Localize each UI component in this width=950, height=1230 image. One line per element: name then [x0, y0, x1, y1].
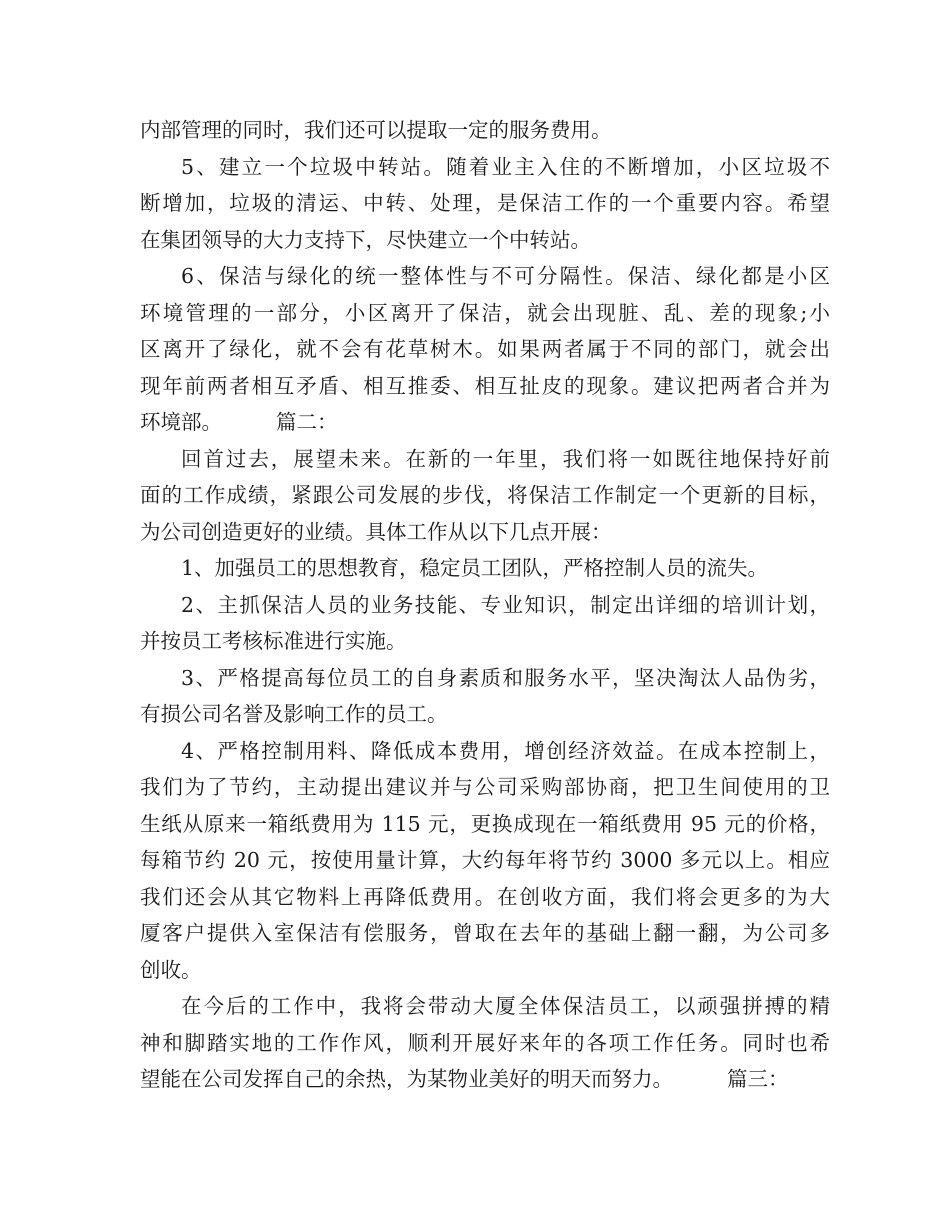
text-line: 回首过去，展望未来。在新的一年里，我们将一如既往地保持好前: [181, 446, 830, 471]
paragraph-6: [140, 587, 830, 660]
text-line: 创收。: [140, 957, 202, 982]
text-line: 面的工作成绩，紧跟公司发展的步伐，将保洁工作制定一个更新的目标，: [140, 483, 830, 507]
text-line: 厦客户提供入室保洁有偿服务，曾取在去年的基础上翻一翻，为公司多: [140, 921, 830, 945]
text-line: 内部管理的同时，我们还可以提取一定的服务费用。: [140, 118, 612, 142]
text-line: 4、严格控制用料、降低成本费用，增创经济效益。在成本控制上，: [181, 738, 830, 763]
paragraph-5: [140, 550, 830, 587]
paragraph-9: [140, 988, 830, 1098]
paragraph-8: [140, 733, 830, 989]
text-line: 现年前两者相互矛盾、相互推委、相互扯皮的现象。建议把两者合并为: [140, 373, 830, 398]
paragraph-2: [140, 149, 830, 259]
text-line: 1、加强员工的思想教育，稳定员工团队，严格控制人员的流失。: [181, 556, 769, 580]
paragraph-4: [140, 441, 830, 551]
section-heading-2: 篇二：: [276, 410, 338, 434]
text-line: 在集团领导的大力支持下，尽快建立一个中转站。: [140, 227, 591, 252]
text-line: 每箱节约 20 元，按使用量计算，大约每年将节约 3000 多元以上。相应: [140, 848, 830, 872]
text-line: 我们为了节约，主动提出建议并与公司采购部协商，把卫生间使用的卫: [140, 775, 830, 799]
text-line: 为公司创造更好的业绩。具体工作从以下几点开展：: [140, 519, 612, 544]
paragraph-7: [140, 660, 830, 733]
text-line-with-section: [140, 1061, 830, 1098]
text-line: 6、保洁与绿化的统一整体性与不可分隔性。保洁、绿化都是小区: [181, 264, 830, 288]
paragraph-1: [140, 112, 830, 149]
text-line-tail: 环境部。: [140, 410, 222, 434]
text-line: 区离开了绿化，就不会有花草树木。如果两者属于不同的部门，就会出: [140, 337, 830, 361]
text-line: 有损公司名誉及影响工作的员工。: [140, 702, 448, 726]
text-line: 断增加，垃圾的清运、中转、处理，是保洁工作的一个重要内容。希望: [140, 191, 830, 215]
text-line: 神和脚踏实地的工作作风，顺利开展好来年的各项工作任务。同时也希: [140, 1030, 830, 1055]
text-line: 在今后的工作中，我将会带动大厦全体保洁员工，以顽强拼搏的精: [181, 994, 830, 1018]
document-body: [140, 112, 830, 1098]
paragraph-3: [140, 258, 830, 441]
text-line: 2、主抓保洁人员的业务技能、专业知识，制定出详细的培训计划，: [181, 592, 830, 617]
text-line-tail: 望能在公司发挥自己的余热，为某物业美好的明天而努力。: [140, 1067, 673, 1091]
text-line: 并按员工考核标准进行实施。: [140, 629, 407, 653]
text-line: 环境管理的一部分，小区离开了保洁，就会出现脏、乱、差的现象;小: [140, 300, 830, 325]
text-line: 生纸从原来一箱纸费用为 115 元，更换成现在一箱纸费用 95 元的价格，: [140, 811, 830, 836]
text-line: 我们还会从其它物料上再降低费用。在创收方面，我们将会更多的为大: [140, 884, 830, 909]
text-line-with-section: [140, 404, 830, 441]
text-line: 3、严格提高每位员工的自身素质和服务水平，坚决淘汰人品伪劣，: [181, 665, 830, 690]
section-heading-3: 篇三：: [727, 1067, 789, 1091]
text-line: 5、建立一个垃圾中转站。随着业主入住的不断增加，小区垃圾不: [181, 154, 830, 179]
